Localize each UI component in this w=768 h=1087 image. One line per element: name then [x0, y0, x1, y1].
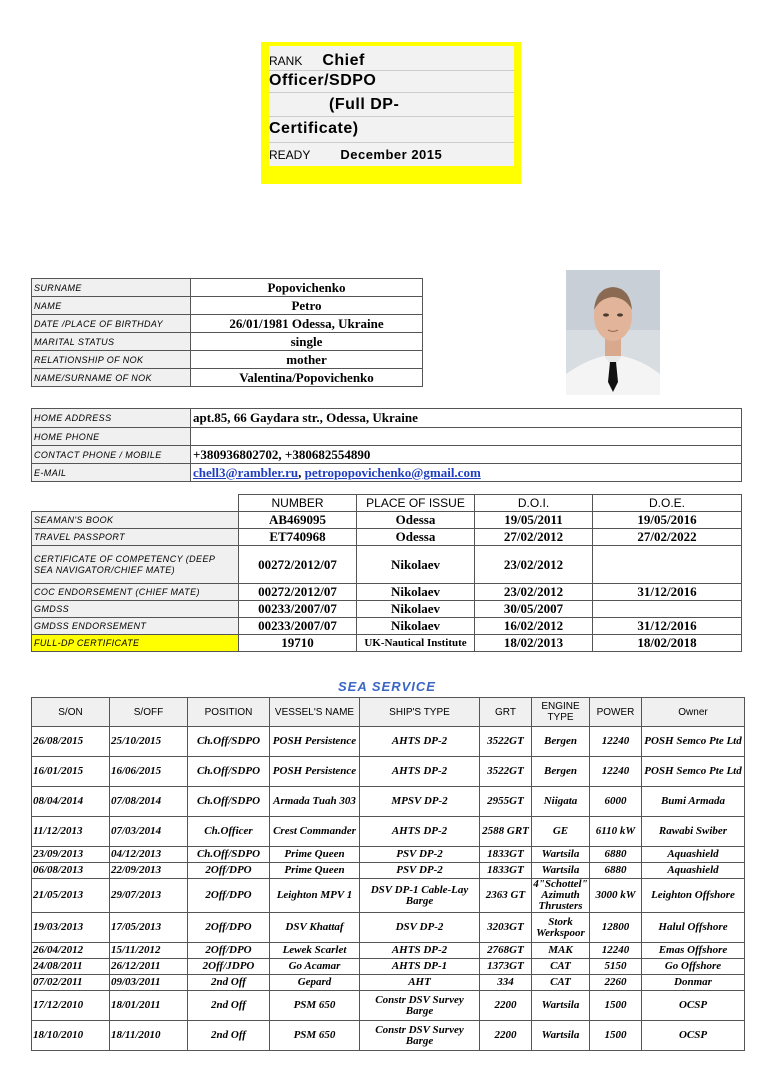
sea-son: 11/12/2013 [32, 817, 110, 847]
sea-ship-type: AHTS DP-2 [360, 817, 480, 847]
personal-row [32, 297, 423, 315]
sea-engine: Wartsila [532, 847, 590, 863]
sea-service-row [32, 787, 745, 817]
sea-position: 2Off/DPO [188, 913, 270, 943]
personal-row [32, 351, 423, 369]
sea-grt: 3522GT [480, 727, 532, 757]
sea-vessel: DSV Khattaf [270, 913, 360, 943]
sea-engine: Stork Werkspoor [532, 913, 590, 943]
personal-label: DATE /PLACE OF BIRTHDAY [32, 315, 191, 333]
sea-header-cell: Owner [642, 698, 745, 727]
sea-owner: Halul Offshore [642, 913, 745, 943]
sea-position: 2Off/DPO [188, 863, 270, 879]
sea-soff: 04/12/2013 [110, 847, 188, 863]
sea-son: 24/08/2011 [32, 959, 110, 975]
email-separator: , [298, 464, 302, 480]
sea-service-row [32, 727, 745, 757]
sea-service-title: SEA SERVICE [338, 679, 436, 694]
document-row [32, 601, 742, 618]
sea-service-row [32, 1021, 745, 1051]
document-number: 00233/2007/07 [239, 618, 357, 635]
personal-value: 26/01/1981 Odessa, Ukraine [191, 315, 423, 333]
document-number: 00272/2012/07 [239, 546, 357, 584]
document-doi: 18/02/2013 [475, 635, 593, 652]
sea-engine: Bergen [532, 727, 590, 757]
document-doe [593, 601, 742, 618]
documents-corner [32, 495, 239, 512]
sea-service-row [32, 991, 745, 1021]
sea-grt: 2200 [480, 1021, 532, 1051]
sea-soff: 29/07/2013 [110, 879, 188, 913]
sea-position: Ch.Officer [188, 817, 270, 847]
sea-position: Ch.Off/SDPO [188, 727, 270, 757]
document-label: GMDSS [32, 601, 239, 618]
personal-value: Popovichenko [191, 279, 423, 297]
doc-header-doe: D.O.E. [593, 495, 742, 512]
sea-grt: 2200 [480, 991, 532, 1021]
document-label: TRAVEL PASSPORT [32, 529, 239, 546]
home-phone-value [191, 428, 742, 446]
sea-son: 23/09/2013 [32, 847, 110, 863]
sea-header-cell: ENGINE TYPE [532, 698, 590, 727]
sea-power: 1500 [590, 991, 642, 1021]
sea-soff: 09/03/2011 [110, 975, 188, 991]
document-number: 00233/2007/07 [239, 601, 357, 618]
document-doi: 23/02/2012 [475, 546, 593, 584]
sea-grt: 1373GT [480, 959, 532, 975]
document-label: GMDSS ENDORSEMENT [32, 618, 239, 635]
document-row [32, 618, 742, 635]
sea-owner: Aquashield [642, 863, 745, 879]
doc-header-place: PLACE OF ISSUE [357, 495, 475, 512]
personal-value: mother [191, 351, 423, 369]
document-place: Nikolaev [357, 584, 475, 601]
sea-service-row [32, 943, 745, 959]
sea-owner: Go Offshore [642, 959, 745, 975]
ready-value: December 2015 [340, 147, 443, 162]
document-row [32, 529, 742, 546]
document-number: ET740968 [239, 529, 357, 546]
ready-label: READY [269, 148, 311, 162]
sea-position: Ch.Off/SDPO [188, 757, 270, 787]
sea-service-row [32, 757, 745, 787]
sea-position: 2Off/JDPO [188, 959, 270, 975]
document-doi: 16/02/2012 [475, 618, 593, 635]
personal-row [32, 279, 423, 297]
document-doe: 18/02/2018 [593, 635, 742, 652]
sea-owner: Bumi Armada [642, 787, 745, 817]
contact-table [31, 408, 742, 482]
sea-owner: Rawabi Swiber [642, 817, 745, 847]
sea-grt: 1833GT [480, 863, 532, 879]
sea-ship-type: AHTS DP-2 [360, 727, 480, 757]
address-label: HOME ADDRESS [32, 409, 191, 428]
sea-son: 07/02/2011 [32, 975, 110, 991]
sea-position: 2nd Off [188, 991, 270, 1021]
email-label: E-MAIL [32, 464, 191, 482]
document-number: 00272/2012/07 [239, 584, 357, 601]
doc-header-doi: D.O.I. [475, 495, 593, 512]
document-place: UK-Nautical Institute [357, 635, 475, 652]
rank-row-1 [269, 52, 365, 70]
sea-engine: CAT [532, 975, 590, 991]
personal-row [32, 315, 423, 333]
sea-soff: 07/03/2014 [110, 817, 188, 847]
sea-position: Ch.Off/SDPO [188, 787, 270, 817]
sea-engine: CAT [532, 959, 590, 975]
document-doe: 19/05/2016 [593, 512, 742, 529]
sea-vessel: PSM 650 [270, 991, 360, 1021]
sea-soff: 26/12/2011 [110, 959, 188, 975]
sea-position: Ch.Off/SDPO [188, 847, 270, 863]
rank-inner [269, 46, 514, 166]
sea-owner: POSH Semco Pte Ltd [642, 727, 745, 757]
rank-line-1: Chief [322, 52, 365, 69]
sea-service-row [32, 863, 745, 879]
sea-vessel: Armada Tuah 303 [270, 787, 360, 817]
document-doi: 30/05/2007 [475, 601, 593, 618]
sea-power: 5150 [590, 959, 642, 975]
sea-engine: Bergen [532, 757, 590, 787]
sea-grt: 1833GT [480, 847, 532, 863]
sea-ship-type: AHTS DP-1 [360, 959, 480, 975]
sea-vessel: Gepard [270, 975, 360, 991]
personal-value: single [191, 333, 423, 351]
sea-header-cell: S/OFF [110, 698, 188, 727]
personal-label: NAME [32, 297, 191, 315]
document-label: CERTIFICATE OF COMPETENCY (DEEP SEA NAVIGATOR/CHIEF MATE) [32, 546, 239, 584]
sea-power: 6000 [590, 787, 642, 817]
sea-grt: 2588 GRT [480, 817, 532, 847]
sea-owner: OCSP [642, 991, 745, 1021]
sea-grt: 2768GT [480, 943, 532, 959]
sea-soff: 18/01/2011 [110, 991, 188, 1021]
mobile-value: +380936802702, +380682554890 [191, 446, 742, 464]
sea-son: 06/08/2013 [32, 863, 110, 879]
sea-engine: MAK [532, 943, 590, 959]
sea-ship-type: DSV DP-2 [360, 913, 480, 943]
personal-value: Petro [191, 297, 423, 315]
sea-son: 17/12/2010 [32, 991, 110, 1021]
sea-owner: POSH Semco Pte Ltd [642, 757, 745, 787]
sea-power: 1500 [590, 1021, 642, 1051]
sea-son: 18/10/2010 [32, 1021, 110, 1051]
sea-power: 12240 [590, 757, 642, 787]
sea-son: 16/01/2015 [32, 757, 110, 787]
document-row [32, 635, 742, 652]
document-label: SEAMAN'S BOOK [32, 512, 239, 529]
email-value [191, 464, 742, 482]
sea-grt: 3203GT [480, 913, 532, 943]
personal-row [32, 333, 423, 351]
documents-table [31, 494, 742, 652]
sea-vessel: POSH Persistence [270, 757, 360, 787]
sea-ship-type: Constr DSV Survey Barge [360, 991, 480, 1021]
sea-vessel: Leighton MPV 1 [270, 879, 360, 913]
sea-power: 12800 [590, 913, 642, 943]
home-phone-label: HOME PHONE [32, 428, 191, 446]
sea-engine: Wartsila [532, 991, 590, 1021]
sea-position: 2nd Off [188, 1021, 270, 1051]
sea-ship-type: AHTS DP-2 [360, 757, 480, 787]
sea-grt: 3522GT [480, 757, 532, 787]
rank-line-2: Officer/SDPO [269, 72, 377, 89]
document-number: AB469095 [239, 512, 357, 529]
personal-label: MARITAL STATUS [32, 333, 191, 351]
sea-engine: 4"Schottel" Azimuth Thrusters [533, 878, 588, 912]
sea-soff: 17/05/2013 [110, 913, 188, 943]
sea-vessel: POSH Persistence [270, 727, 360, 757]
document-row [32, 546, 742, 584]
sea-son: 19/03/2013 [32, 913, 110, 943]
rank-box [261, 42, 521, 184]
document-place: Nikolaev [357, 601, 475, 618]
email-link-2[interactable]: petropopovichenko@gmail.com [304, 464, 481, 480]
document-label: COC ENDORSEMENT (CHIEF MATE) [32, 584, 239, 601]
address-value: apt.85, 66 Gaydara str., Odessa, Ukraine [191, 409, 742, 428]
sea-son: 26/08/2015 [32, 727, 110, 757]
sea-engine: Wartsila [532, 1021, 590, 1051]
document-doe [593, 546, 742, 584]
sea-soff: 25/10/2015 [110, 727, 188, 757]
sea-ship-type: AHT [360, 975, 480, 991]
sea-vessel: PSM 650 [270, 1021, 360, 1051]
sea-engine: GE [532, 817, 590, 847]
sea-service-row [32, 975, 745, 991]
sea-position: 2Off/DPO [188, 943, 270, 959]
sea-service-row [32, 847, 745, 863]
sea-service-row [32, 817, 745, 847]
sea-soff: 16/06/2015 [110, 757, 188, 787]
document-doi: 23/02/2012 [475, 584, 593, 601]
sea-position: 2nd Off [188, 975, 270, 991]
sea-ship-type: Constr DSV Survey Barge [360, 1021, 480, 1051]
sea-soff: 07/08/2014 [110, 787, 188, 817]
email-link-1[interactable]: chell3@rambler.ru [193, 464, 299, 480]
document-place: Nikolaev [357, 618, 475, 635]
sea-service-row [32, 913, 745, 943]
personal-label: RELATIONSHIP OF NOK [32, 351, 191, 369]
sea-son: 26/04/2012 [32, 943, 110, 959]
sea-ship-type: DSV DP-1 Cable-Lay Barge [360, 879, 480, 913]
sea-power: 12240 [590, 943, 642, 959]
sea-position: 2Off/DPO [188, 879, 270, 913]
document-row [32, 512, 742, 529]
sea-service-row [32, 879, 745, 913]
rank-label: RANK [269, 54, 303, 68]
doc-header-number: NUMBER [239, 495, 357, 512]
sea-engine: Wartsila [532, 863, 590, 879]
sea-owner: Donmar [642, 975, 745, 991]
sea-vessel: Prime Queen [270, 863, 360, 879]
document-place: Odessa [357, 529, 475, 546]
sea-header-cell: VESSEL'S NAME [270, 698, 360, 727]
personal-label: NAME/SURNAME OF NOK [32, 369, 191, 387]
document-doe: 27/02/2022 [593, 529, 742, 546]
sea-power: 2260 [590, 975, 642, 991]
sea-vessel: Crest Commander [270, 817, 360, 847]
mobile-label: CONTACT PHONE / MOBILE [32, 446, 191, 464]
sea-power: 6110 kW [590, 817, 642, 847]
document-doi: 27/02/2012 [475, 529, 593, 546]
sea-soff: 15/11/2012 [110, 943, 188, 959]
sea-ship-type: MPSV DP-2 [360, 787, 480, 817]
document-number: 19710 [239, 635, 357, 652]
document-row [32, 584, 742, 601]
sea-header-cell: POWER [590, 698, 642, 727]
rank-line-3: (Full DP- [329, 96, 400, 113]
sea-header-cell: SHIP'S TYPE [360, 698, 480, 727]
sea-owner: Aquashield [642, 847, 745, 863]
portrait-photo [566, 270, 660, 395]
sea-ship-type: PSV DP-2 [360, 847, 480, 863]
sea-son: 08/04/2014 [32, 787, 110, 817]
ready-row [269, 146, 442, 164]
document-doe: 31/12/2016 [593, 584, 742, 601]
sea-grt: 2955GT [480, 787, 532, 817]
sea-son: 21/05/2013 [32, 879, 110, 913]
sea-power: 6880 [590, 863, 642, 879]
sea-engine: Niigata [532, 787, 590, 817]
sea-grt: 2363 GT [480, 879, 532, 913]
sea-vessel: Prime Queen [270, 847, 360, 863]
document-place: Odessa [357, 512, 475, 529]
sea-ship-type: AHTS DP-2 [360, 943, 480, 959]
sea-header-cell: POSITION [188, 698, 270, 727]
sea-owner: OCSP [642, 1021, 745, 1051]
document-doe: 31/12/2016 [593, 618, 742, 635]
sea-power: 3000 kW [590, 879, 642, 913]
sea-grt: 334 [480, 975, 532, 991]
personal-row [32, 369, 423, 387]
sea-service-row [32, 959, 745, 975]
sea-vessel: Go Acamar [270, 959, 360, 975]
sea-header-cell: S/ON [32, 698, 110, 727]
document-place: Nikolaev [357, 546, 475, 584]
sea-power: 6880 [590, 847, 642, 863]
sea-power: 12240 [590, 727, 642, 757]
sea-soff: 22/09/2013 [110, 863, 188, 879]
rank-line-4: Certificate) [269, 120, 359, 137]
sea-owner: Leighton Offshore [642, 879, 745, 913]
sea-vessel: Lewek Scarlet [270, 943, 360, 959]
personal-label: SURNAME [32, 279, 191, 297]
sea-service-table [31, 697, 745, 1051]
sea-ship-type: PSV DP-2 [360, 863, 480, 879]
document-doi: 19/05/2011 [475, 512, 593, 529]
sea-header-cell: GRT [480, 698, 532, 727]
personal-table [31, 278, 423, 387]
sea-soff: 18/11/2010 [110, 1021, 188, 1051]
personal-value: Valentina/Popovichenko [191, 369, 423, 387]
document-label: FULL-DP CERTIFICATE [32, 635, 239, 652]
sea-owner: Emas Offshore [642, 943, 745, 959]
